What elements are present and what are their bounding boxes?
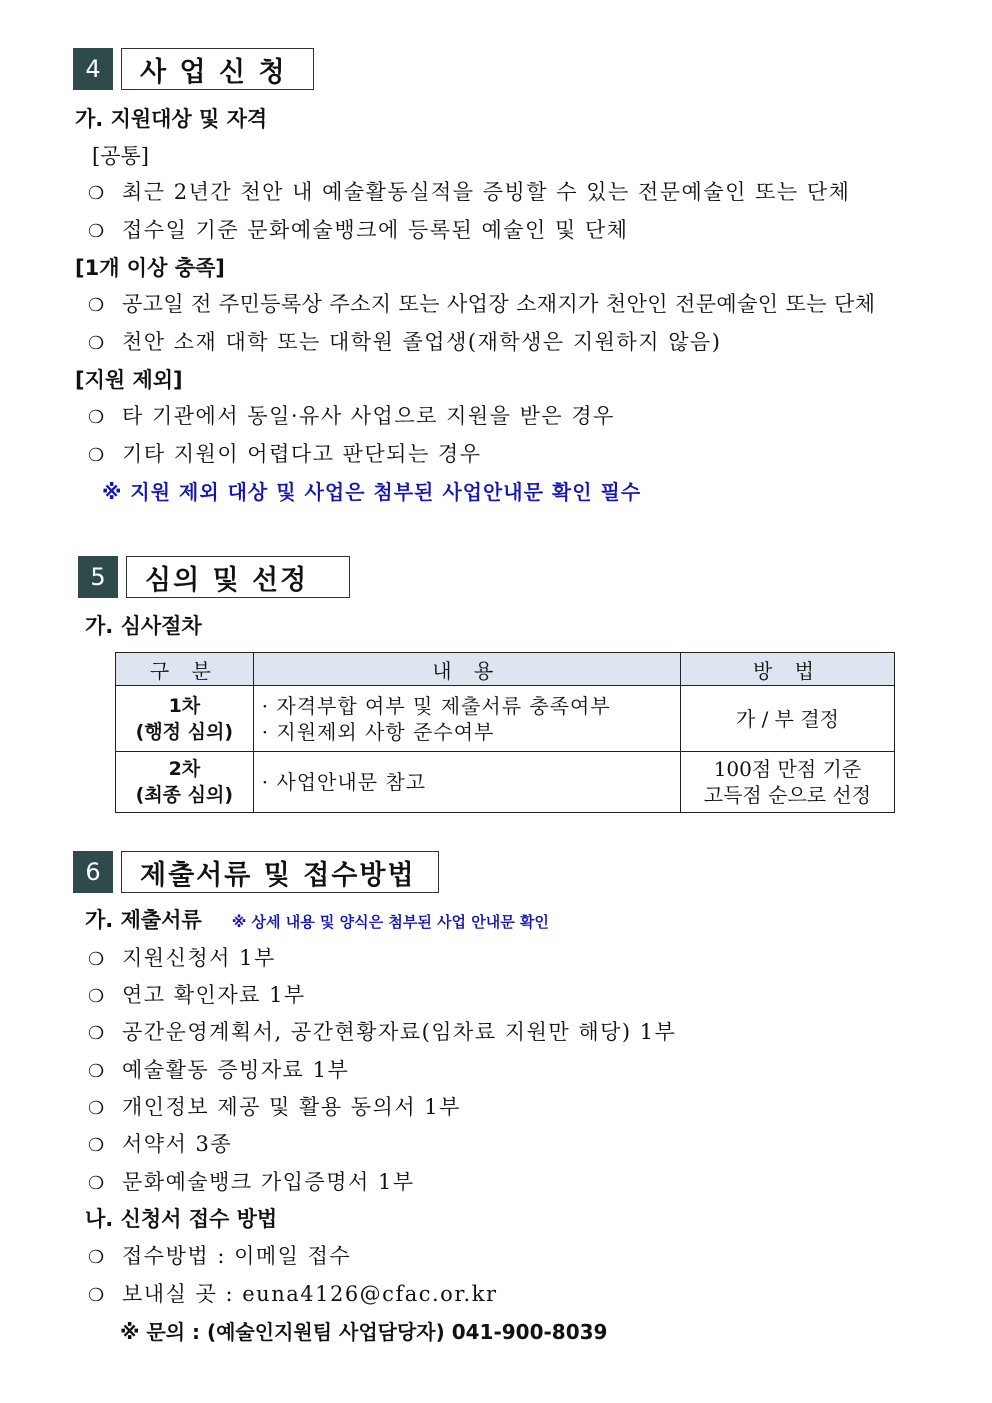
content-line: · 지원제외 사항 준수여부 <box>261 719 495 744</box>
list-item: ❍ 예술활동 증빙자료 1부 <box>88 1056 349 1086</box>
method-cell <box>680 686 894 752</box>
method-cell <box>680 752 894 813</box>
list-item: ❍ 공고일 전 주민등록상 주소지 또는 사업장 소재지가 천안인 전문예술인 또는 단체 <box>88 290 875 320</box>
stage-sub: (최종 심의) <box>135 784 234 806</box>
bullet-circle-icon: ❍ <box>88 986 106 1007</box>
bullet-circle-icon: ❍ <box>88 183 106 204</box>
list-item: ❍ 천안 소재 대학 또는 대학원 졸업생(재학생은 지원하지 않음) <box>88 328 721 358</box>
section-6-header <box>73 851 439 893</box>
content-cell <box>253 752 680 813</box>
list-item: ❍ 문화예술뱅크 가입증명서 1부 <box>88 1168 415 1198</box>
list-item: ❍ 기타 지원이 어렵다고 판단되는 경우 <box>88 440 482 470</box>
docs-note: ※ 상세 내용 및 양식은 첨부된 사업 안내문 확인 <box>231 913 549 931</box>
bullet-circle-icon: ❍ <box>88 949 106 970</box>
group-label: [지원 제외] <box>75 368 183 392</box>
header-method: 방 법 <box>680 653 894 686</box>
bullet-circle-icon: ❍ <box>88 221 106 242</box>
section-number: 6 <box>73 851 113 893</box>
bullet-circle-icon: ❍ <box>88 333 106 354</box>
stage-cell <box>116 752 254 813</box>
section-5-header <box>78 556 350 598</box>
method-line: 100점 만점 기준 <box>713 757 862 781</box>
table-row <box>116 686 895 752</box>
content-cell <box>253 686 680 752</box>
bullet-circle-icon: ❍ <box>88 445 106 466</box>
list-item: ❍ 서약서 3종 <box>88 1130 232 1160</box>
list-item: ❍ 최근 2년간 천안 내 예술활동실적을 증빙할 수 있는 전문예술인 또는 단체 <box>88 178 850 208</box>
header-content: 내 용 <box>253 653 680 686</box>
section-title: 제출서류 및 접수방법 <box>121 851 439 893</box>
subheading: 가. 제출서류 <box>85 908 202 932</box>
bullet-circle-icon: ❍ <box>88 1135 106 1156</box>
list-item: ❍ 접수일 기준 문화예술뱅크에 등록된 예술인 및 단체 <box>88 216 629 246</box>
list-item: ❍ 연고 확인자료 1부 <box>88 981 306 1011</box>
bullet-circle-icon: ❍ <box>88 407 106 428</box>
table-header-row <box>116 653 895 686</box>
list-item: ❍ 개인정보 제공 및 활용 동의서 1부 <box>88 1093 461 1123</box>
stage-cell <box>116 686 254 752</box>
stage-name: 1차 <box>168 694 201 717</box>
list-item: ❍ 보내실 곳 : euna4126@cfac.or.kr <box>88 1280 498 1310</box>
contact-info: ※ 문의 : (예술인지원팀 사업담당자) 041-900-8039 <box>120 1320 608 1344</box>
bullet-circle-icon: ❍ <box>88 1098 106 1119</box>
bullet-circle-icon: ❍ <box>88 1173 106 1194</box>
method-line: 가 / 부 결정 <box>735 706 839 731</box>
list-item: ❍ 공간운영계획서, 공간현황자료(임차료 지원만 해당) 1부 <box>88 1018 676 1048</box>
content-line: · 사업안내문 참고 <box>261 770 427 794</box>
subheading-row <box>85 906 549 936</box>
subheading: 가. 심사절차 <box>85 614 202 638</box>
stage-name: 2차 <box>168 758 201 780</box>
bullet-circle-icon: ❍ <box>88 1061 106 1082</box>
list-item: ❍ 지원신청서 1부 <box>88 944 276 974</box>
bullet-circle-icon: ❍ <box>88 1285 106 1306</box>
list-item: ❍ 타 기관에서 동일·유사 사업으로 지원을 받은 경우 <box>88 402 615 432</box>
table-row <box>116 752 895 813</box>
review-procedure-table <box>115 652 895 813</box>
subheading: 가. 지원대상 및 자격 <box>75 107 268 131</box>
bullet-circle-icon: ❍ <box>88 295 105 316</box>
section-title: 사 업 신 청 <box>121 48 314 90</box>
stage-sub: (행정 심의) <box>135 720 234 743</box>
bullet-circle-icon: ❍ <box>88 1023 106 1044</box>
section-number: 4 <box>73 48 113 90</box>
section-4-header <box>73 48 314 90</box>
section-title: 심의 및 선정 <box>126 556 350 598</box>
bullet-circle-icon: ❍ <box>88 1247 106 1268</box>
group-label: [공통] <box>92 144 149 168</box>
section-number: 5 <box>78 556 118 598</box>
subheading: 나. 신청서 접수 방법 <box>85 1207 278 1231</box>
header-category: 구 분 <box>116 653 254 686</box>
group-label: [1개 이상 충족] <box>75 256 225 280</box>
exclusion-note: ※ 지원 제외 대상 및 사업은 첨부된 사업안내문 확인 필수 <box>102 480 642 504</box>
list-item: ❍ 접수방법 : 이메일 접수 <box>88 1242 351 1272</box>
method-line: 고득점 순으로 선정 <box>703 783 872 807</box>
content-line: · 자격부합 여부 및 제출서류 충족여부 <box>261 693 611 718</box>
